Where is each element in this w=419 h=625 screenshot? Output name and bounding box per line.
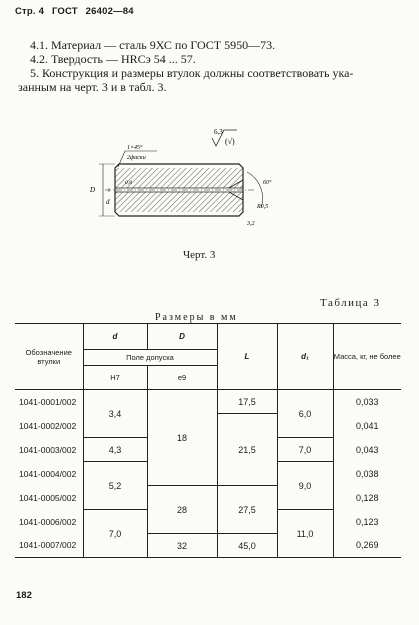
page-label: Стр. 4	[15, 6, 45, 17]
cell-D: 32	[147, 534, 217, 558]
cell-mass: 0,038	[333, 462, 401, 486]
chamfer-count-label: 2фаски	[127, 155, 146, 161]
cell-d1: 9,0	[277, 462, 333, 510]
cell-L: 27,5	[217, 486, 277, 534]
cell-mass: 0,123	[333, 510, 401, 534]
standard-number: 26402—84	[85, 6, 134, 17]
cell-d: 3,4	[83, 390, 147, 438]
spec-table	[15, 323, 401, 558]
header-d1: d₁	[277, 324, 333, 390]
header-e9: e9	[147, 366, 217, 390]
row-designation: 1041-0003/002	[19, 444, 77, 455]
paragraph-construction-cont: занным на черт. 3 и в табл. 3.	[18, 80, 167, 94]
roughness-value: 6,3	[214, 128, 223, 136]
cell-mass: 0,041	[333, 414, 401, 438]
paragraph-material: 4.1. Материал — сталь 9ХС по ГОСТ 5950—73.	[30, 38, 276, 52]
header-mass: Масса, кг, не более	[333, 324, 401, 390]
standard-label: ГОСТ	[51, 6, 78, 17]
dim-d-outer: D	[90, 186, 96, 194]
page-number: 182	[16, 590, 32, 601]
row-designation: 1041-0004/002	[19, 468, 77, 479]
row-designation: 1041-0002/002	[19, 420, 77, 431]
header-D: D	[147, 324, 217, 350]
cell-mass: 0,269	[333, 534, 401, 558]
page-header	[15, 6, 139, 17]
dim-d-inner: d	[106, 198, 110, 206]
cell-D: 18	[147, 390, 217, 486]
cell-L: 17,5	[217, 390, 277, 414]
cell-d: 7,0	[83, 510, 147, 558]
cell-mass: 0,033	[333, 390, 401, 414]
row-designation: 1041-0006/002	[19, 516, 77, 527]
cell-d: 5,2	[83, 462, 147, 510]
dim-angle: 60°	[263, 180, 272, 186]
chamfer-spec-label: 1×45°	[127, 145, 143, 151]
cell-d1: 6,0	[277, 390, 333, 438]
dim-32: 3,2	[247, 221, 255, 227]
cell-L: 45,0	[217, 534, 277, 558]
row-designation: 1041-0007/002	[15, 534, 83, 558]
sizes-label: Размеры в мм	[155, 312, 238, 323]
bushing-drawing	[85, 122, 325, 242]
bushing-section	[105, 164, 255, 216]
header-designation: Обозначение втулки	[15, 324, 83, 390]
header-tolerance: Поле допуска	[83, 350, 217, 366]
table-label: Таблица 3	[320, 297, 381, 309]
cell-D: 28	[147, 486, 217, 534]
cell-d1: 7,0	[277, 438, 333, 462]
row-designation: 1041-0001/002	[19, 396, 77, 407]
paragraph-construction: 5. Конструкция и размеры втулок должны соответствовать ука-	[30, 66, 354, 80]
cell-mass: 0,128	[333, 486, 401, 510]
cell-d: 4,3	[83, 438, 147, 462]
cell-mass: 0,043	[333, 438, 401, 462]
roughness-symbol	[212, 128, 237, 146]
roughness-check: (√)	[225, 137, 235, 146]
header-d: d	[83, 324, 147, 350]
header-h7: H7	[83, 366, 147, 390]
cell-d1: 11,0	[277, 510, 333, 558]
drawing-caption: Черт. 3	[183, 249, 216, 261]
cell-L: 21,5	[217, 414, 277, 486]
dim-08: 0,8	[125, 180, 132, 186]
header-L: L	[217, 324, 277, 390]
dim-radius: R0,5	[257, 204, 269, 210]
row-designation: 1041-0005/002	[19, 492, 77, 503]
paragraph-hardness: 4.2. Твердость — HRCэ 54 ... 57.	[30, 52, 196, 66]
